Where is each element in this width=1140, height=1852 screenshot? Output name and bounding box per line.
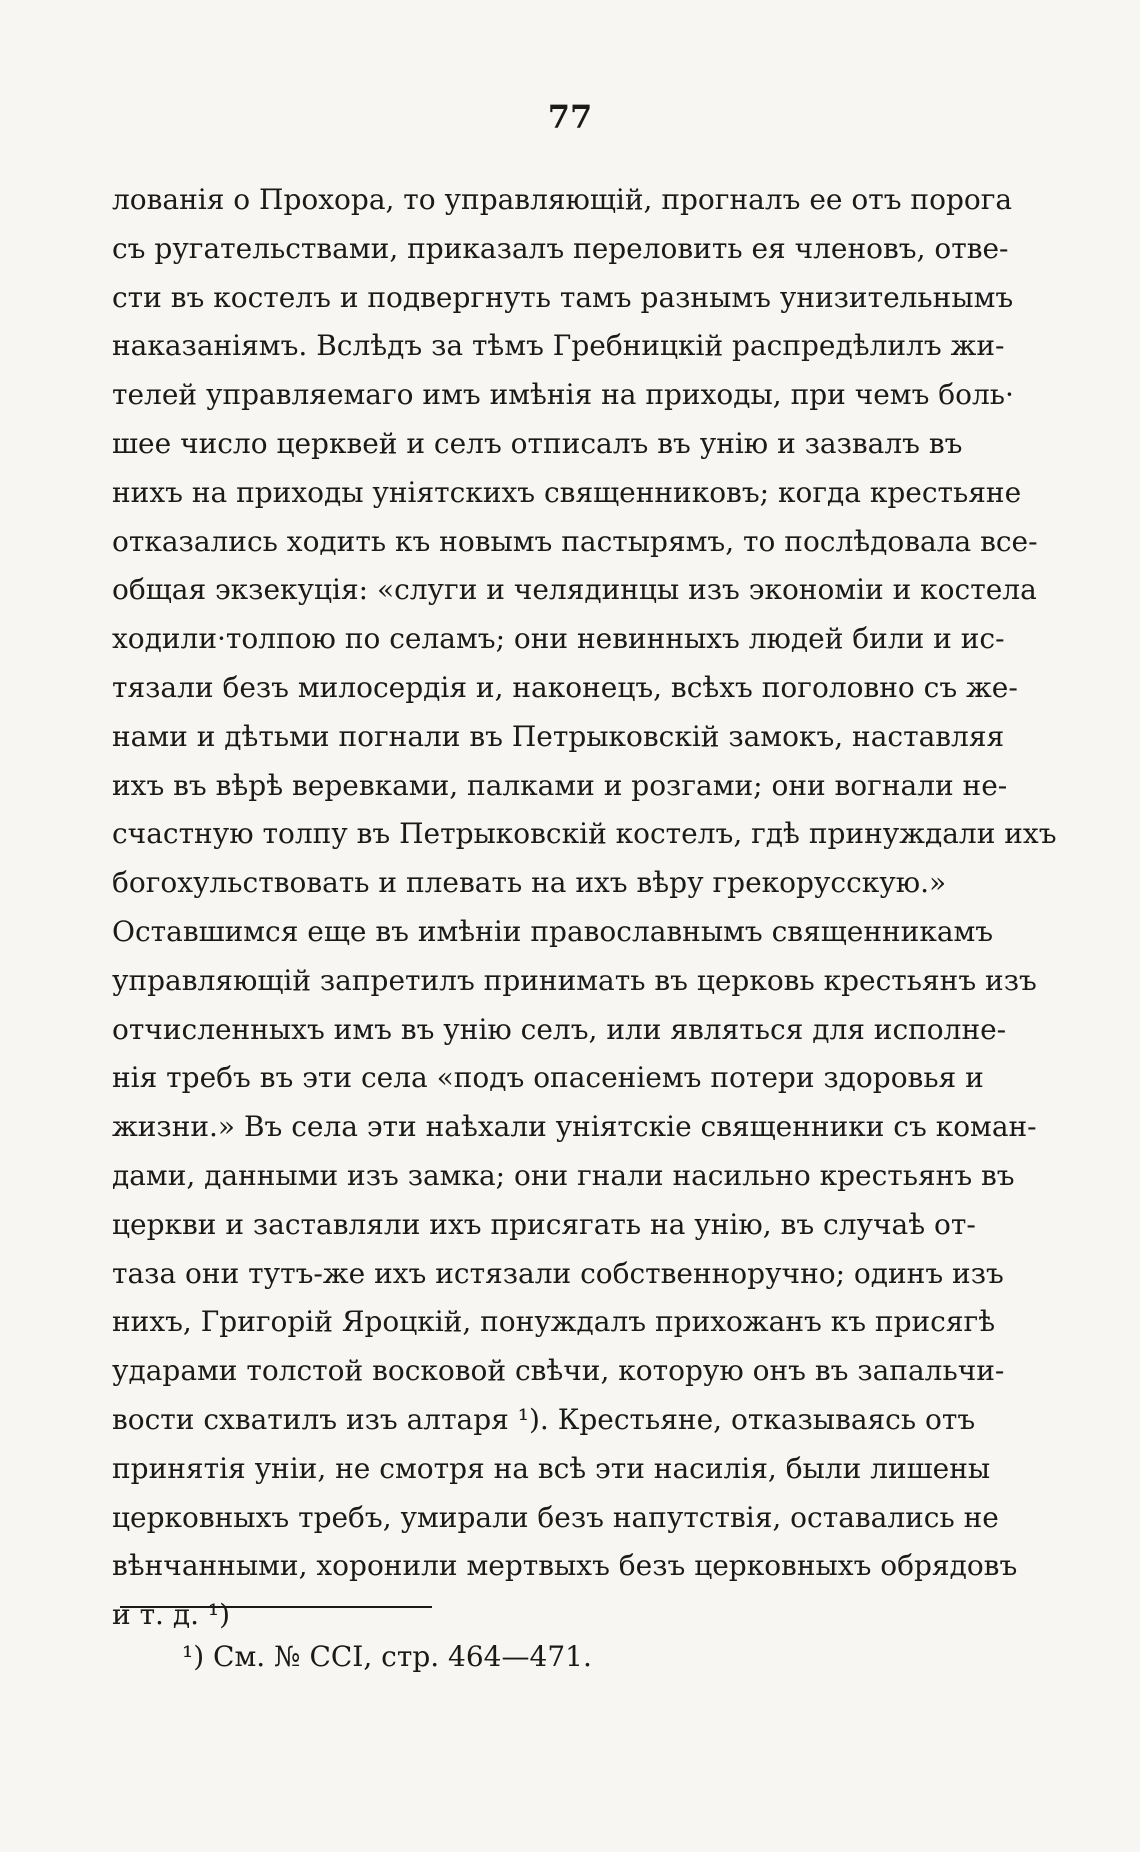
text-line: телей управляемаго имъ имѣнія на приходы, при чемъ боль· [112,378,1014,412]
text-line: ихъ въ вѣрѣ веревками, палками и розгами; они вогнали не- [112,768,1008,802]
text-line: церкви и заставляли ихъ присягать на унію, въ случаѣ от- [112,1207,976,1241]
text-line: Оставшимся еще въ имѣніи православнымъ священникамъ [112,914,994,948]
text-line: съ ругательствами, приказалъ переловить ея членовъ, отве- [112,231,1009,265]
text-line: шее число церквей и селъ отписалъ въ унію и зазвалъ въ [112,426,963,460]
page-number: 77 [547,98,593,136]
text-line: лованія о Прохора, то управляющій, прогналъ ее отъ порога [112,183,1013,216]
text-line: счастную толпу въ Петрыковскій костелъ, гдѣ принуждали ихъ [112,817,1057,851]
text-line: управляющій запретилъ принимать въ церковь крестьянъ изъ [112,963,1037,997]
text-line: церковныхъ требъ, умирали безъ напутствія, оставались не [112,1500,999,1534]
text-line: ходили·толпою по селамъ; они невинныхъ людей били и ис- [112,622,1005,656]
text-line: нами и дѣтьми погнали въ Петрыковскій замокъ, наставляя [112,719,1005,753]
text-line: общая экзекуція: «слуги и челядинцы изъ экономіи и костела [112,573,1037,607]
footnote: ¹) См. № CCI, стр. 464—471. [182,1640,592,1673]
footnote-divider [120,1606,432,1608]
text-line: вости схватилъ изъ алтаря ¹). Крестьяне, отказываясь отъ [112,1402,976,1436]
text-line: богохульствовать и плевать на ихъ вѣру грекорусскую.» [112,866,947,900]
text-line: наказаніямъ. Вслѣдъ за тѣмъ Гребницкій распредѣлилъ жи- [112,329,1005,363]
text-line: нія требъ въ эти села «подъ опасеніемъ потери здоровья и [112,1061,984,1095]
text-line: ударами толстой восковой свѣчи, которую онъ въ запальчи- [112,1354,1005,1388]
text-line: жизни.» Въ села эти наѣхали уніятскіе священники съ коман- [112,1110,1037,1144]
text-line: сти въ костелъ и подвергнуть тамъ разнымъ унизительнымъ [112,280,1014,314]
body-text [112,176,1074,1640]
text-line: отчисленныхъ имъ въ унію селъ, или являться для исполне- [112,1012,1007,1046]
text-line: принятія уніи, не смотря на всѣ эти насилія, были лишены [112,1451,991,1485]
text-line: тязали безъ милосердія и, наконецъ, всѣхъ поголовно съ же- [112,670,1018,704]
text-line: и т. д. ¹) [112,1598,231,1632]
text-line: дами, данными изъ замка; они гнали насильно крестьянъ въ [112,1158,1015,1192]
text-line: нихъ, Григорій Яроцкій, понуждалъ прихожанъ къ присягѣ [112,1305,996,1339]
text-line: вѣнчанными, хоронили мертвыхъ безъ церковныхъ обрядовъ [112,1549,1018,1583]
text-line: отказались ходить къ новымъ пастырямъ, то послѣдовала все- [112,524,1038,558]
text-line: таза они тутъ-же ихъ истязали собственноручно; одинъ изъ [112,1256,1004,1290]
text-line: нихъ на приходы уніятскихъ священниковъ; когда крестьяне [112,475,1022,509]
